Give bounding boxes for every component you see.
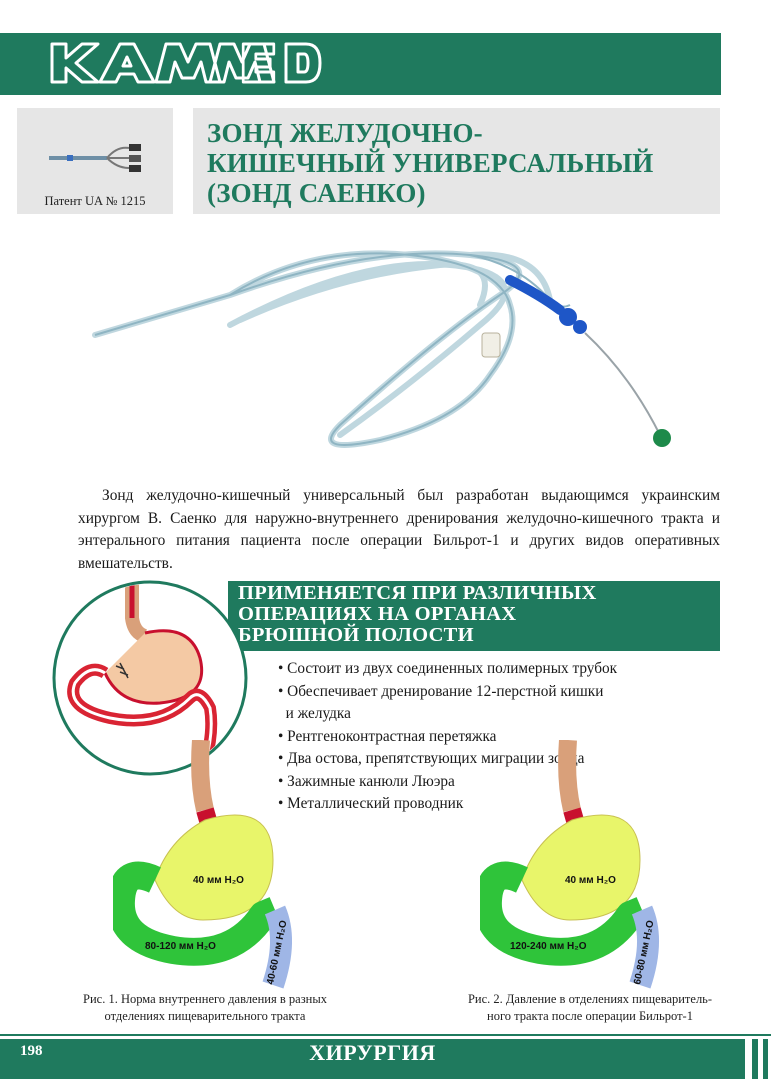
title-line-2: КИШЕЧНЫЙ УНИВЕРСАЛЬНЫЙ bbox=[207, 148, 654, 178]
kammed-logo bbox=[48, 38, 323, 88]
footer-section-name: ХИРУРГИЯ bbox=[309, 1040, 436, 1065]
section-title-line-2: ОПЕРАЦИЯХ НА ОРГАНАХ bbox=[238, 603, 517, 625]
feature-item-5: • Зажимные канюли Люэра bbox=[278, 772, 455, 790]
feature-item-2-cont: и желудка bbox=[278, 705, 351, 722]
figure-2-caption-line-2: ного тракта после операции Бильрот-1 bbox=[487, 1009, 693, 1023]
feature-item-1: • Состоит из двух соединенных полимерных трубок bbox=[278, 660, 618, 677]
fig2-intestine-label: 60-80 мм H₂O bbox=[632, 919, 657, 986]
feature-item-3: • Рентгеноконтрастная перетяжка bbox=[278, 727, 497, 745]
footer-stripe bbox=[752, 1039, 758, 1079]
intro-paragraph: Зонд желудочно-кишечный универсальный был разработан выдающимся украинским хирургом В. Саенко для наружно-внутреннего дренирования желудочно-кишечного тракта и энтерального питания пациента после операции Бильрот-1 и других видов оперативных вмешательств. bbox=[78, 487, 720, 572]
feature-item-4: • Два остова, препятствующих миграции зонда bbox=[278, 750, 585, 767]
page-number: 198 bbox=[20, 1043, 43, 1059]
section-title bbox=[238, 583, 718, 646]
fig1-duodenum-label: 80-120 мм H₂O bbox=[145, 941, 216, 952]
title-line-1: ЗОНД ЖЕЛУДОЧНО- bbox=[207, 118, 483, 148]
fig1-stomach-label: 40 мм H₂O bbox=[193, 875, 244, 886]
figure-1-caption-line-1: Рис. 1. Норма внутреннего давления в разных bbox=[83, 992, 327, 1006]
figure-1-caption-line-2: отделениях пищеварительного тракта bbox=[104, 1009, 306, 1023]
title-box bbox=[193, 108, 720, 214]
feature-item-2: • Обеспечивает дренирование 12-перстной кишки bbox=[278, 682, 604, 700]
figure-2-caption-line-1: Рис. 2. Давление в отделениях пищеваритель- bbox=[467, 992, 713, 1006]
feature-item-6: • Металлический проводник bbox=[278, 795, 464, 812]
figure-1-normal-pressure bbox=[113, 740, 313, 990]
section-title-line-3: БРЮШНОЙ ПОЛОСТИ bbox=[238, 624, 474, 646]
fig2-stomach-label: 40 мм H₂O bbox=[565, 875, 616, 886]
figure-2-caption bbox=[425, 991, 755, 1025]
patent-box bbox=[17, 108, 173, 214]
footer-divider bbox=[0, 1034, 771, 1036]
probe-product-image bbox=[80, 225, 700, 475]
probe-thumbnail-icon bbox=[47, 136, 147, 176]
fig1-intestine-label: 40-60 мм H₂O bbox=[265, 919, 290, 986]
title-line-3: (ЗОНД САЕНКО) bbox=[207, 178, 426, 208]
figure-2-billroth-pressure bbox=[480, 740, 680, 990]
patent-number: Патент UA № 1215 bbox=[44, 194, 146, 208]
footer-stripe bbox=[763, 1039, 768, 1079]
fig2-duodenum-label: 120-240 мм H₂O bbox=[510, 941, 587, 952]
figure-1-caption bbox=[40, 991, 370, 1025]
section-title-line-1: ПРИМЕНЯЕТСЯ ПРИ РАЗЛИЧНЫХ bbox=[238, 582, 597, 604]
